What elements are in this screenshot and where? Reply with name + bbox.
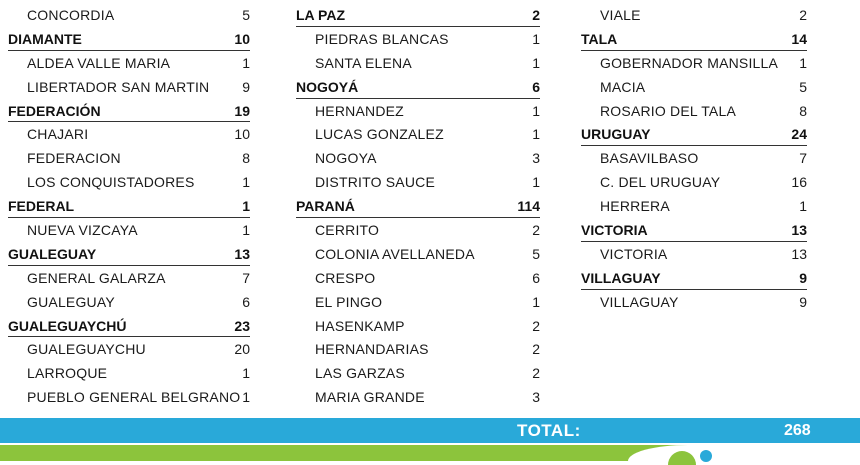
total-value: 268 (784, 422, 811, 439)
locality-count: 5 (532, 245, 540, 262)
locality-count: 2 (532, 365, 540, 382)
locality-name: GENERAL GALARZA (27, 269, 166, 286)
locality-name: LARROQUE (27, 365, 108, 382)
locality-name: ALDEA VALLE MARIA (27, 54, 171, 71)
department-name: GUALEGUAY (8, 245, 97, 262)
locality-name: LUCAS GONZALEZ (315, 126, 444, 143)
department-count: 19 (234, 102, 250, 119)
locality-row (581, 76, 807, 100)
locality-name: LAS GARZAS (315, 365, 405, 382)
locality-row (8, 123, 250, 147)
locality-row (581, 147, 807, 171)
locality-count: 10 (234, 126, 250, 143)
locality-row (296, 315, 540, 339)
locality-count: 6 (242, 293, 250, 310)
locality-row (581, 52, 807, 76)
department-header-row (8, 100, 250, 124)
locality-row (296, 147, 540, 171)
department-count: 13 (234, 245, 250, 262)
locality-row (8, 147, 250, 171)
department-count: 24 (791, 126, 807, 143)
locality-count: 9 (242, 78, 250, 95)
locality-name: ROSARIO DEL TALA (600, 102, 736, 119)
locality-count: 7 (242, 269, 250, 286)
locality-count: 1 (532, 126, 540, 143)
locality-count: 5 (242, 7, 250, 23)
department-name: URUGUAY (581, 126, 651, 143)
locality-row (296, 267, 540, 291)
department-name: VILLAGUAY (581, 269, 661, 286)
department-count: 9 (799, 269, 807, 286)
total-bar (0, 418, 860, 443)
locality-row (8, 219, 250, 243)
department-header-row (8, 28, 250, 52)
locality-count: 1 (532, 30, 540, 47)
total-label: TOTAL: (517, 421, 581, 440)
locality-row (296, 52, 540, 76)
locality-name: NOGOYA (315, 150, 377, 167)
locality-row (296, 362, 540, 386)
department-name: VICTORIA (581, 222, 648, 239)
locality-row (296, 219, 540, 243)
department-name: FEDERAL (8, 198, 75, 215)
department-header-row (581, 28, 807, 52)
footer-band (0, 445, 860, 461)
locality-count: 5 (799, 78, 807, 95)
locality-name: HASENKAMP (315, 317, 405, 334)
locality-count: 1 (799, 198, 807, 215)
locality-count: 3 (532, 150, 540, 167)
locality-name: C. DEL URUGUAY (600, 174, 721, 191)
locality-row (296, 100, 540, 124)
locality-row (581, 291, 807, 315)
locality-name: VILLAGUAY (600, 293, 679, 310)
locality-count: 9 (799, 293, 807, 310)
department-name: PARANÁ (296, 198, 355, 215)
department-column-2 (296, 4, 540, 410)
department-count: 1 (242, 198, 250, 215)
locality-name: LIBERTADOR SAN MARTIN (27, 78, 210, 95)
department-name: TALA (581, 30, 618, 47)
department-header-row (581, 123, 807, 147)
department-count: 10 (234, 30, 250, 47)
locality-count: 1 (532, 102, 540, 119)
locality-count: 1 (532, 174, 540, 191)
locality-row (296, 243, 540, 267)
locality-row (8, 171, 250, 195)
locality-count: 1 (532, 293, 540, 310)
locality-count: 1 (242, 222, 250, 239)
locality-row (8, 76, 250, 100)
department-header-row (581, 219, 807, 243)
department-name: DIAMANTE (8, 30, 82, 47)
locality-row (581, 4, 807, 28)
locality-count: 2 (532, 341, 540, 358)
locality-row (8, 267, 250, 291)
locality-count: 1 (242, 389, 250, 406)
department-count: 13 (791, 222, 807, 239)
locality-row (581, 100, 807, 124)
department-count: 14 (791, 30, 807, 47)
department-column-1 (8, 4, 250, 410)
department-count: 6 (532, 78, 540, 95)
department-name: NOGOYÁ (296, 78, 359, 95)
locality-count: 20 (234, 341, 250, 358)
department-name: GUALEGUAYCHÚ (8, 317, 127, 334)
locality-name: HERNANDEZ (315, 102, 404, 119)
locality-count: 1 (242, 54, 250, 71)
locality-count: 2 (799, 7, 807, 23)
locality-count: 8 (242, 150, 250, 167)
locality-row (296, 291, 540, 315)
locality-name: CONCORDIA (27, 7, 115, 23)
locality-name: PIEDRAS BLANCAS (315, 30, 449, 47)
department-header-row (8, 243, 250, 267)
locality-row (296, 123, 540, 147)
locality-count: 8 (799, 102, 807, 119)
locality-row (581, 195, 807, 219)
locality-name: GUALEGUAY (27, 293, 115, 310)
locality-name: GOBERNADOR MANSILLA (600, 54, 779, 71)
locality-row (581, 171, 807, 195)
locality-count: 2 (532, 317, 540, 334)
locality-name: PUEBLO GENERAL BELGRANO (27, 389, 241, 406)
locality-count: 1 (799, 54, 807, 71)
locality-row (8, 52, 250, 76)
locality-count: 7 (799, 150, 807, 167)
department-header-row (296, 4, 540, 28)
locality-count: 3 (532, 389, 540, 406)
locality-name: EL PINGO (315, 293, 383, 310)
locality-name: BASAVILBASO (600, 150, 699, 167)
locality-name: GUALEGUAYCHU (27, 341, 146, 358)
locality-name: FEDERACION (27, 150, 121, 167)
locality-count: 13 (791, 245, 807, 262)
department-header-row (296, 76, 540, 100)
department-count: 2 (532, 7, 540, 23)
locality-name: DISTRITO SAUCE (315, 174, 436, 191)
locality-name: MACIA (600, 78, 646, 95)
locality-name: CRESPO (315, 269, 376, 286)
locality-row (296, 171, 540, 195)
locality-name: CERRITO (315, 222, 380, 239)
department-column-3 (581, 4, 807, 315)
locality-row (8, 338, 250, 362)
locality-count: 1 (242, 365, 250, 382)
locality-count: 6 (532, 269, 540, 286)
locality-count: 2 (532, 222, 540, 239)
locality-name: MARIA GRANDE (315, 389, 425, 406)
locality-name: NUEVA VIZCAYA (27, 222, 138, 239)
locality-name: VIALE (600, 7, 641, 23)
locality-row (296, 28, 540, 52)
locality-name: SANTA ELENA (315, 54, 412, 71)
locality-row (8, 4, 250, 28)
locality-name: HERNANDARIAS (315, 341, 429, 358)
department-header-row (581, 267, 807, 291)
footer-wave-shape (628, 445, 860, 461)
department-header-row (296, 195, 540, 219)
locality-name: LOS CONQUISTADORES (27, 174, 195, 191)
department-count: 23 (234, 317, 250, 334)
locality-row (296, 386, 540, 410)
department-count: 114 (517, 198, 540, 215)
locality-count: 16 (791, 174, 807, 191)
locality-row (296, 338, 540, 362)
locality-name: COLONIA AVELLANEDA (315, 245, 475, 262)
locality-row (8, 386, 250, 410)
locality-row (581, 243, 807, 267)
locality-count: 1 (242, 174, 250, 191)
locality-count: 1 (532, 54, 540, 71)
department-header-row (8, 315, 250, 339)
locality-name: HERRERA (600, 198, 670, 215)
locality-name: CHAJARI (27, 126, 89, 143)
department-name: LA PAZ (296, 7, 345, 23)
department-header-row (8, 195, 250, 219)
locality-name: VICTORIA (600, 245, 668, 262)
locality-row (8, 362, 250, 386)
logo-dot (700, 450, 712, 462)
department-name: FEDERACIÓN (8, 102, 101, 119)
locality-row (8, 291, 250, 315)
